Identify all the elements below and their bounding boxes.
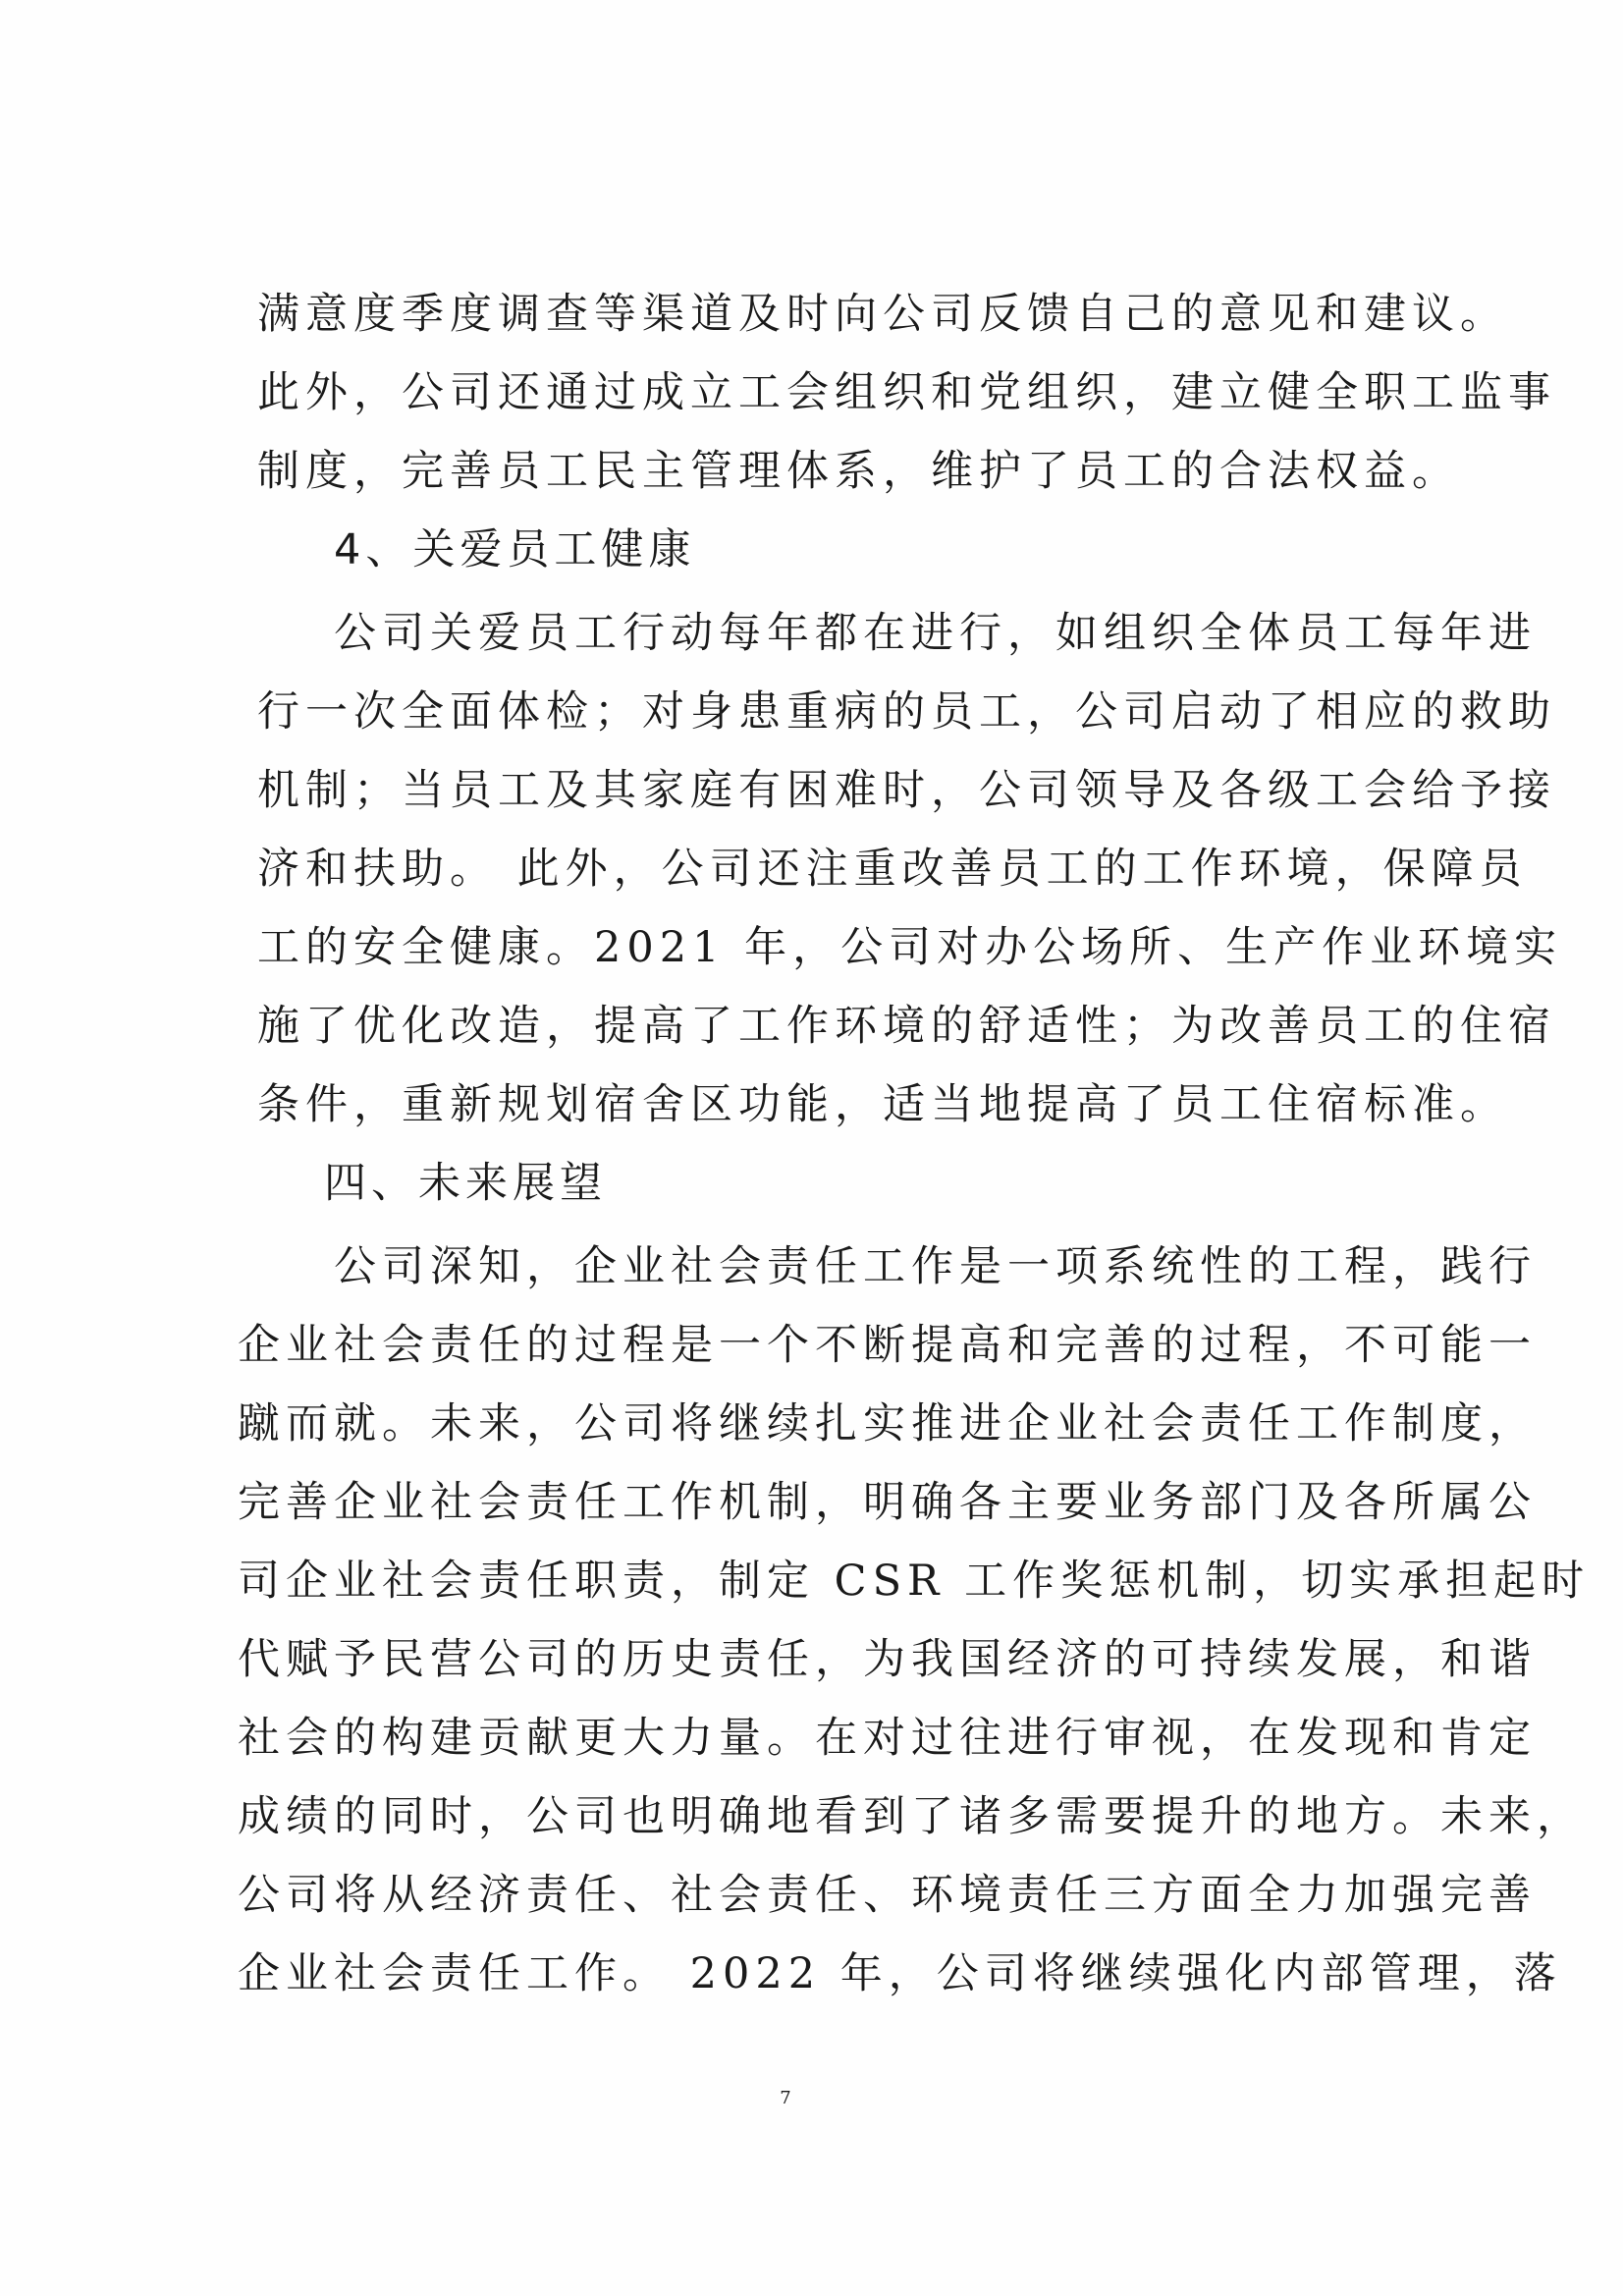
text-line: 成绩的同时，公司也明确地看到了诸多需要提升的地方。未来， [238,1792,1585,1841]
text-line: 施了优化改造，提高了工作环境的舒适性；为改善员工的住宿 [257,1002,1556,1051]
text-line: 此外，公司还通过成立工会组织和党组织，建立健全职工监事 [257,368,1556,417]
text-line: 司企业社会责任职责，制定 CSR 工作奖惩机制，切实承担起时 [238,1557,1591,1606]
section-heading: 四、未来展望 [324,1159,607,1208]
page-number: 7 [780,2088,791,2108]
text-line: 公司将从经济责任、社会责任、环境责任三方面全力加强完善 [238,1871,1537,1920]
text-line: 公司关爱员工行动每年都在进行，如组织全体员工每年进 [334,609,1537,658]
text-line: 蹴而就。未来，公司将继续扎实推进企业社会责任工作制度， [238,1399,1537,1449]
text-line: 工的安全健康。2021 年，公司对办公场所、生产作业环境实 [257,923,1563,972]
text-line: 制度，完善员工民主管理体系，维护了员工的合法权益。 [257,447,1460,496]
text-line: 行一次全面体检；对身患重病的员工，公司启动了相应的救助 [257,687,1556,737]
text-line: 公司深知，企业社会责任工作是一项系统性的工程，践行 [334,1242,1537,1291]
text-line: 企业社会责任工作。 2022 年，公司将继续强化内部管理，落 [238,1949,1562,1998]
text-line: 社会的构建贡献更大力量。在对过往进行审视，在发现和肯定 [238,1714,1537,1763]
text-line: 济和扶助。 此外，公司还注重改善员工的工作环境，保障员 [257,845,1528,894]
text-line: 条件，重新规划宿舍区功能，适当地提高了员工住宿标准。 [257,1080,1508,1129]
text-line: 完善企业社会责任工作机制，明确各主要业务部门及各所属公 [238,1478,1537,1527]
text-line: 企业社会责任的过程是一个不断提高和完善的过程，不可能一 [238,1321,1537,1370]
text-line: 满意度季度调查等渠道及时向公司反馈自己的意见和建议。 [257,290,1508,339]
section-heading: 4、关爱员工健康 [334,525,696,574]
text-line: 代赋予民营公司的历史责任，为我国经济的可持续发展，和谐 [238,1635,1537,1684]
text-line: 机制；当员工及其家庭有困难时，公司领导及各级工会给予接 [257,766,1556,815]
